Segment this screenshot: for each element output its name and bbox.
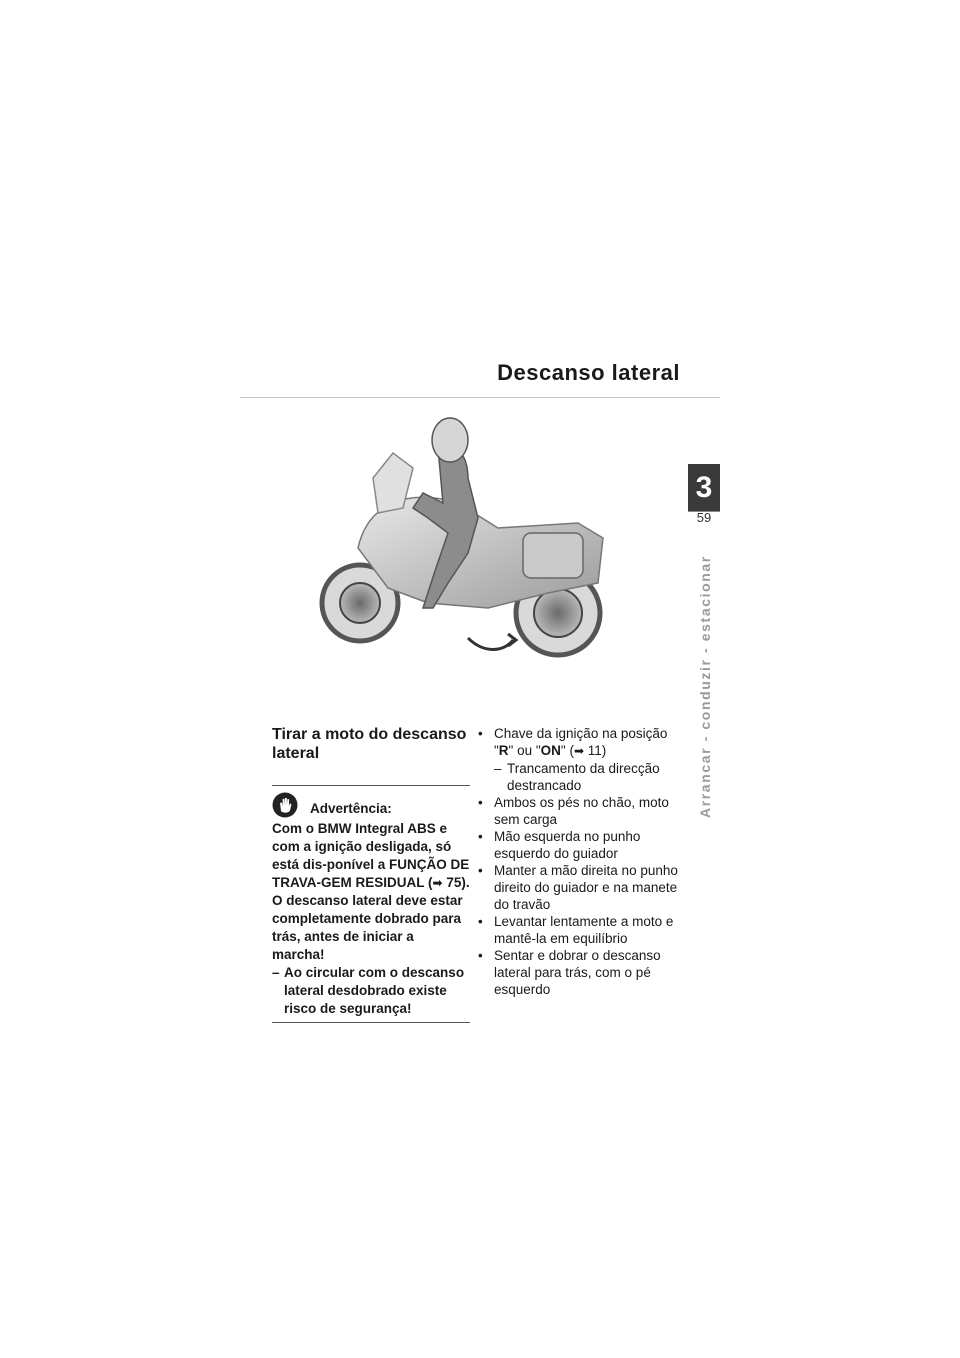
list-item: • Mão esquerda no punho esquerdo do guiador bbox=[478, 829, 641, 861]
chapter-tab: 3 bbox=[688, 464, 720, 512]
left-column bbox=[272, 725, 470, 1023]
list-subitem: – Trancamento da direcção destrancado bbox=[494, 761, 660, 793]
reference-arrow-icon: ➡ bbox=[432, 876, 443, 890]
list-item: • Levantar lentamente a moto e mantê-la em equilíbrio bbox=[478, 914, 674, 946]
warning-paragraph-abs: Com o BMW Integral ABS e com a ignição desligada, só está dis-ponível a FUNÇÃO DE TRAVA-GEM RESIDUAL (➡ 75). bbox=[272, 821, 470, 890]
rider-helmet bbox=[432, 418, 468, 462]
warning-paragraph-stand: O descanso lateral deve estar completamente dobrado para trás, antes de iniciar a marcha! bbox=[272, 893, 463, 962]
section-heading: Tirar a moto do descanso lateral bbox=[272, 726, 467, 762]
hand-stop-icon bbox=[272, 792, 298, 818]
page-title: Descanso lateral bbox=[497, 360, 680, 385]
list-item: • Manter a mão direita no punho direito do guiador e na manete do travão bbox=[478, 863, 678, 912]
stand-arrow bbox=[468, 638, 513, 650]
motorcycle-illustration bbox=[318, 408, 626, 664]
page-number: 59 bbox=[696, 510, 712, 525]
reference-arrow-icon: ➡ bbox=[573, 744, 585, 758]
warning-box bbox=[272, 785, 470, 1023]
pannier bbox=[523, 533, 583, 578]
list-item: • Sentar e dobrar o descanso lateral para trás, com o pé esquerdo bbox=[478, 948, 661, 997]
warning-dash-item: – Ao circular com o descanso lateral desdobrado existe risco de segurança! bbox=[272, 965, 465, 1016]
warning-label: Advertência: bbox=[310, 801, 392, 816]
list-item: • Chave da ignição na posição "R" ou "ON" (➡ 11) bbox=[478, 726, 668, 758]
list-item: • Ambos os pés no chão, moto sem carga bbox=[478, 795, 669, 827]
steps-list bbox=[477, 725, 687, 998]
title-divider bbox=[240, 397, 720, 398]
chapter-side-label: Arrancar - conduzir - estacionar bbox=[697, 555, 713, 818]
